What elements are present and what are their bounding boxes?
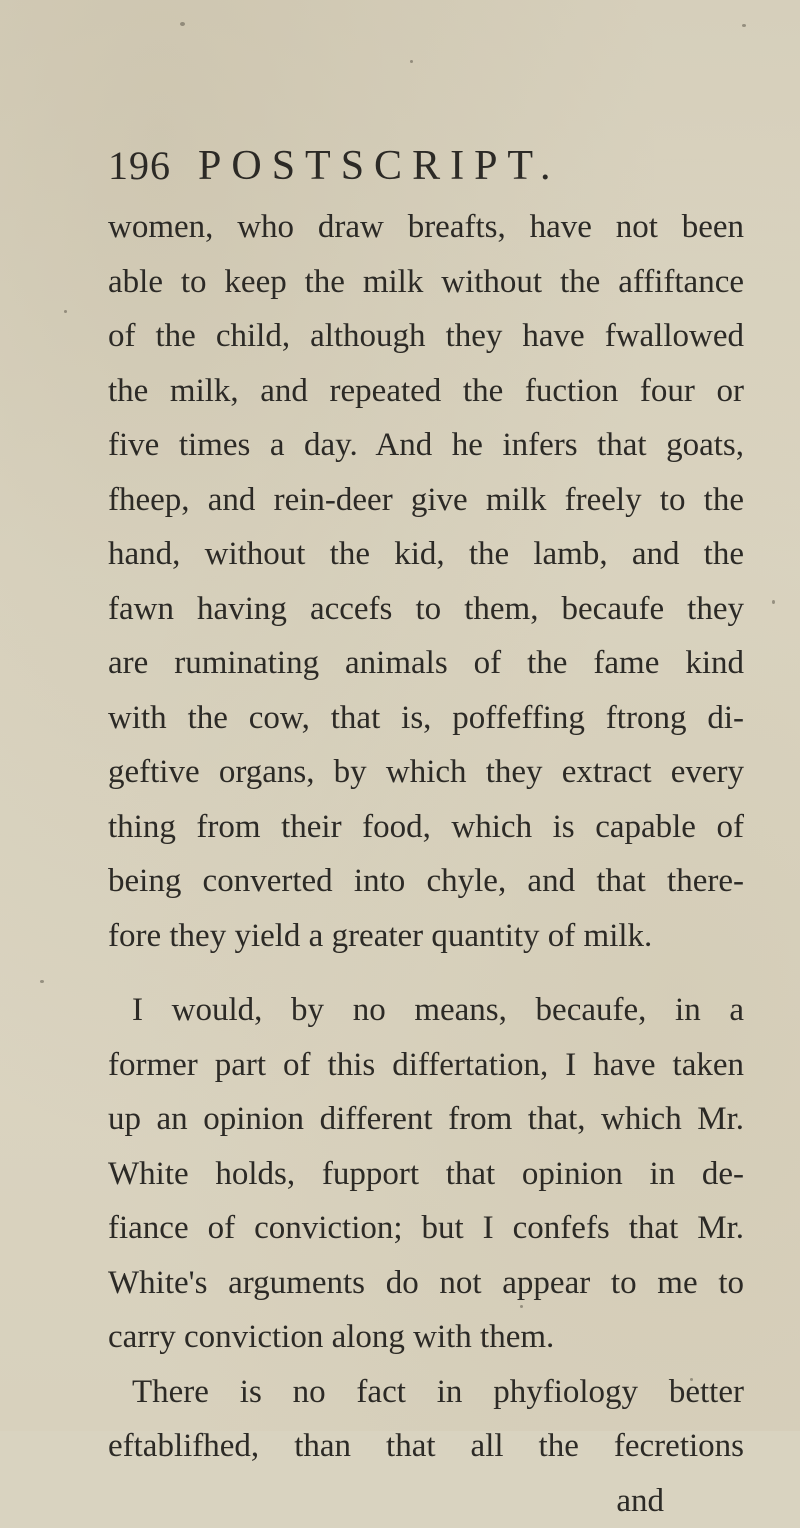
text-line: five times a day. And he infers that goats, (108, 418, 744, 473)
text-line: with the cow, that is, poffeffing ftrong di- (108, 691, 744, 746)
page-header (108, 138, 748, 194)
text-line: fheep, and rein-deer give milk freely to the (108, 473, 744, 528)
text-line: There is no fact in phyfiology better (108, 1365, 744, 1420)
text-line: eftablifhed, than that all the fecretions (108, 1419, 744, 1474)
body-text (108, 200, 744, 1528)
text-line: fiance of conviction; but I confefs that Mr. (108, 1201, 744, 1256)
text-line: fore they yield a greater quantity of milk. (108, 909, 744, 964)
text-line: up an opinion different from that, which Mr. (108, 1092, 744, 1147)
page-number: 196 (108, 138, 171, 194)
text-line: White's arguments do not appear to me to (108, 1256, 744, 1311)
text-line: fawn having accefs to them, becaufe they (108, 582, 744, 637)
text-line: I would, by no means, becaufe, in a (108, 983, 744, 1038)
catchword: and (108, 1474, 744, 1528)
text-line: being converted into chyle, and that there- (108, 854, 744, 909)
text-line: of the child, although they have fwallowed (108, 309, 744, 364)
text-line: White holds, fupport that opinion in de- (108, 1147, 744, 1202)
running-head: POSTSCRIPT. (198, 138, 560, 194)
text-line: thing from their food, which is capable of (108, 800, 744, 855)
text-line: former part of this differtation, I have taken (108, 1038, 744, 1093)
text-line: able to keep the milk without the affiftance (108, 255, 744, 310)
paragraph (108, 200, 744, 963)
text-line: carry conviction along with them. (108, 1310, 744, 1365)
text-line: geftive organs, by which they extract every (108, 745, 744, 800)
paragraph (108, 1365, 744, 1474)
text-line: women, who draw breafts, have not been (108, 200, 744, 255)
text-line: the milk, and repeated the fuction four or (108, 364, 744, 419)
text-line: hand, without the kid, the lamb, and the (108, 527, 744, 582)
paragraph (108, 983, 744, 1365)
text-line: are ruminating animals of the fame kind (108, 636, 744, 691)
